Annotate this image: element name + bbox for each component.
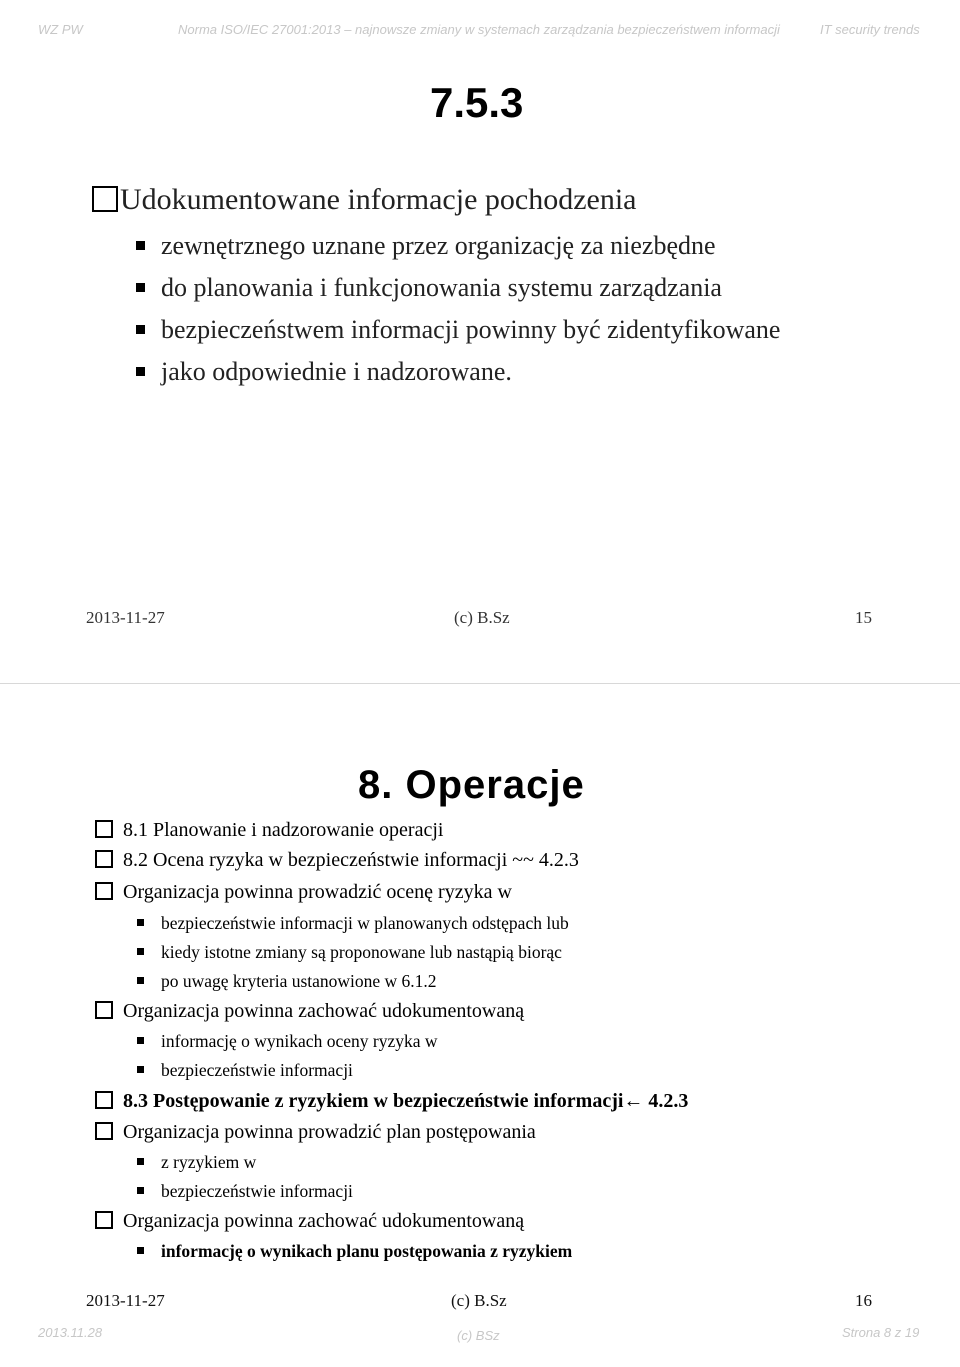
sub-item [136,231,716,261]
slide-title: 7.5.3 [430,79,524,126]
square-bullet-icon [136,367,145,376]
slide-footer-date: 2013-11-27 [86,608,165,627]
slide-footer-page: 16 [855,1291,872,1310]
square-bullet-icon [137,977,144,984]
header-center: Norma ISO/IEC 27001:2013 – najnowsze zmiany w systemach zarządzania bezpieczeństwem informacji [178,22,780,37]
list-item-text: Organizacja powinna zachować udokumentowaną [123,1000,525,1022]
list-item-text: Organizacja powinna prowadzić ocenę ryzyka w [123,881,512,903]
square-bullet-icon [137,1187,144,1194]
slide-footer-date: 2013-11-27 [86,1291,165,1310]
checkbox-icon [95,850,113,868]
list-subitem [137,942,562,963]
list-item-text: 8.3 Postępowanie z ryzykiem w bezpieczeństwie informacji← 4.2.3 [123,1090,689,1112]
checkbox-icon [95,882,113,900]
list-subitem-text: kiedy istotne zmiany są proponowane lub nastąpią biorąc [161,942,562,962]
list-subitem [137,1241,572,1262]
square-bullet-icon [137,1247,144,1254]
square-bullet-icon [136,283,145,292]
checkbox-icon [92,186,118,212]
square-bullet-icon [137,1066,144,1073]
sub-item-text: bezpieczeństwem informacji powinny być zidentyfikowane [161,315,781,344]
footer-author: (c) BSz [457,1328,500,1343]
square-bullet-icon [137,1037,144,1044]
footer-page-number: Strona 8 z 19 [842,1325,920,1340]
checkbox-icon [95,1001,113,1019]
slide-footer-author: (c) B.Sz [451,1291,507,1310]
square-bullet-icon [137,919,144,926]
sub-item [136,273,722,303]
list-subitem-text: bezpieczeństwie informacji [161,1181,353,1201]
square-bullet-icon [137,1158,144,1165]
list-subitem [137,1152,256,1173]
slide-title: 8. Operacje [358,763,585,807]
list-item [95,1000,524,1023]
square-bullet-icon [137,948,144,955]
list-item [95,1121,536,1144]
list-item-text: Organizacja powinna prowadzić plan postępowania [123,1121,536,1143]
list-item [95,1210,524,1233]
list-subitem-text: bezpieczeństwie informacji w planowanych odstępach lub [161,913,569,933]
square-bullet-icon [136,241,145,250]
slide-footer-author: (c) B.Sz [454,608,510,627]
list-subitem-text: po uwagę kryteria ustanowione w 6.1.2 [161,971,437,991]
list-subitem [137,1060,353,1081]
sub-item-text: do planowania i funkcjonowania systemu zarządzania [161,273,722,302]
main-item [92,183,636,217]
list-item-text: 8.1 Planowanie i nadzorowanie operacji [123,819,444,841]
slide-15 [0,45,960,683]
sub-item [136,315,780,345]
main-item-text: Udokumentowane informacje pochodzenia [120,183,637,216]
list-subitem [137,1031,438,1052]
list-subitem [137,913,569,934]
slide-16 [0,683,960,1316]
list-subitem-text: informację o wynikach planu postępowania z ryzykiem [161,1241,573,1261]
list-item-text: 8.2 Ocena ryzyka w bezpieczeństwie informacji ~~ 4.2.3 [123,849,579,871]
checkbox-icon [95,1091,113,1109]
list-subitem-text: bezpieczeństwie informacji [161,1060,353,1080]
checkbox-icon [95,1122,113,1140]
list-subitem [137,1181,353,1202]
header-right: IT security trends [820,22,920,37]
footer-date: 2013.11.28 [38,1325,103,1340]
list-item-text: Organizacja powinna zachować udokumentowaną [123,1210,525,1232]
sub-item-text: zewnętrznego uznane przez organizację za niezbędne [161,231,716,260]
header-left: WZ PW [38,22,83,37]
list-item [95,1090,688,1113]
slide-footer-page: 15 [855,608,872,627]
square-bullet-icon [136,325,145,334]
list-subitem-text: z ryzykiem w [161,1152,257,1172]
sub-item-text: jako odpowiednie i nadzorowane. [161,357,512,386]
checkbox-icon [95,820,113,838]
list-item [95,881,512,904]
list-item [95,849,579,872]
list-item [95,819,443,842]
checkbox-icon [95,1211,113,1229]
list-subitem [137,971,437,992]
sub-item [136,357,512,387]
list-subitem-text: informację o wynikach oceny ryzyka w [161,1031,438,1051]
